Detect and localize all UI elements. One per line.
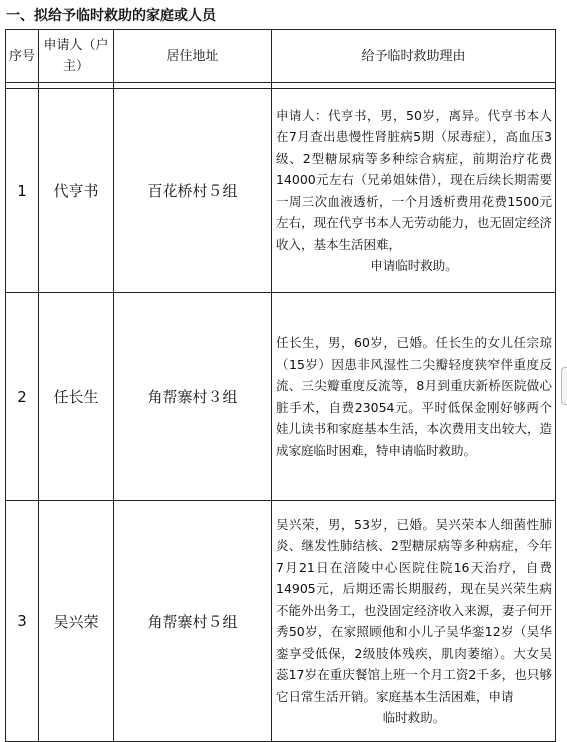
relief-table xyxy=(5,29,556,742)
row-address: 角帮寨村５组 xyxy=(114,501,272,742)
row-address: 百花桥村５组 xyxy=(114,89,272,293)
reason-end: 临时救助。 xyxy=(382,710,446,725)
header-address: 居住地址 xyxy=(114,30,272,83)
row-index: 3 xyxy=(6,501,39,742)
table-header-row xyxy=(6,30,556,83)
row-applicant: 代亨书 xyxy=(39,89,114,293)
row-reason xyxy=(272,89,556,293)
row-applicant: 吴兴荣 xyxy=(39,501,114,742)
row-address: 角帮寨村３组 xyxy=(114,293,272,501)
row-applicant: 任长生 xyxy=(39,293,114,501)
reason-text: 吴兴荣，男，53岁，已婚。吴兴荣本人细菌性肺炎、继发性肺结核、2型糖尿病等多种病症，今年7月21日在涪陵中心医院住院16天治疗，自费14905元，后期还需长期服药，现在吴兴荣生病不能外出务工，也没固定经济收入来源，妻子何开秀50岁，在家照顾他和小儿子吴华銮12岁（吴华銮享受低保，2级肢体残疾，肌肉萎缩）。大女吴蕊17岁在重庆餐馆上班一个月工资2千多，也只够它日常生活开销。家庭基本生活困难，申请 xyxy=(276,516,552,704)
reason-end: 申请临时救助。 xyxy=(370,258,458,273)
table-row xyxy=(6,293,556,501)
row-index: 1 xyxy=(6,89,39,293)
reason-text: 任长生，男，60岁，已婚。任长生的女儿任宗琼（15岁）因患非风湿性二尖瓣轻度狭窄伴重度反流、三尖瓣重度反流等，8月到重庆新桥医院做心脏手术，自费23054元。平时低保金刚好够两个娃儿读书和家庭基本生活，本次费用支出较大，造成家庭临时困难，特申请临时救助。 xyxy=(276,335,552,458)
reason-text: 申请人：代亨书，男，50岁，离异。代亨书本人在7月查出患慢性肾脏病5期（尿毒症），高血压3级、2型糖尿病等多种综合病症，前期治疗花费14000元左右（兄弟姐妹借），现在后续长期需要一周三次血液透析，一个月透析费用花费1500元左右，现在代亨书本人无劳动能力，也无固定经济收入，基本生活困难， xyxy=(276,107,552,252)
header-index: 序号 xyxy=(6,30,39,83)
row-reason xyxy=(272,501,556,742)
table-row xyxy=(6,501,556,742)
header-applicant: 申请人（户主） xyxy=(39,30,114,83)
page-heading: 一、拟给予临时救助的家庭或人员 xyxy=(6,8,216,24)
side-scroll-tab[interactable] xyxy=(561,367,567,405)
row-reason xyxy=(272,293,556,501)
row-index: 2 xyxy=(6,293,39,501)
header-reason: 给予临时救助理由 xyxy=(272,30,556,83)
table-row xyxy=(6,89,556,293)
